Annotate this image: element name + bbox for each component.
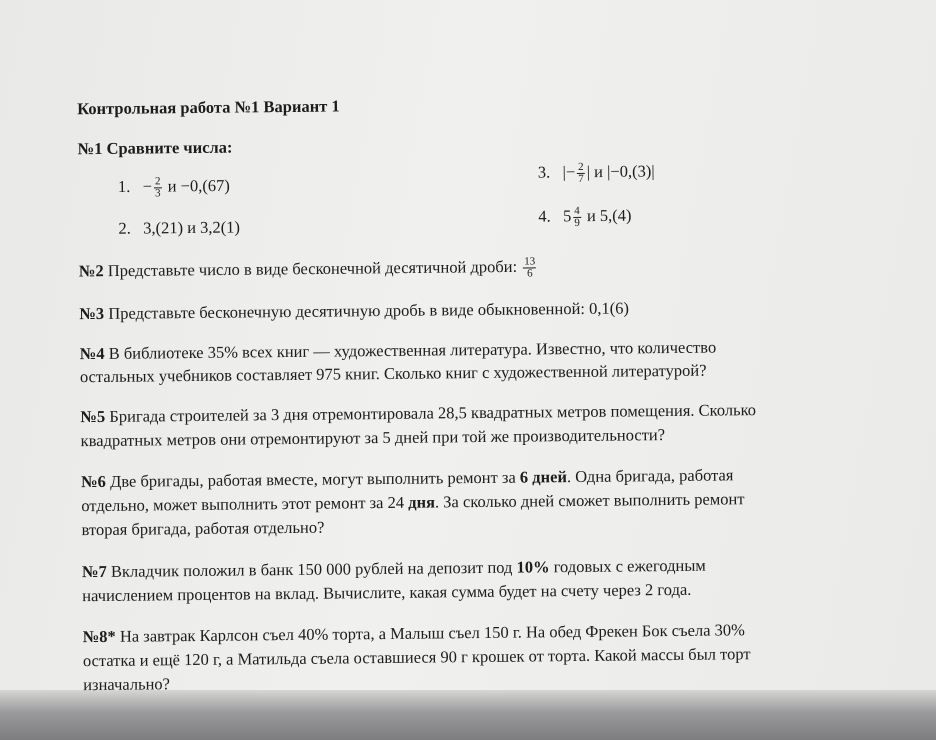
task6-label: №6 [80, 471, 106, 492]
task7-text-a: Вкладчик положил в банк 150 000 рублей на депозит под [110, 557, 513, 581]
abs-open: |− [562, 162, 576, 182]
item-text: | и |−0,(3)| [586, 161, 655, 182]
task1-item3 [538, 161, 655, 185]
task8-line1 [83, 620, 745, 647]
task2-label: №2 [78, 261, 104, 281]
worksheet-title: Контрольная работа №1 Вариант 1 [77, 96, 340, 119]
fraction [577, 162, 585, 185]
item-text: и 5,(4) [586, 205, 632, 226]
fraction-denominator: 3 [155, 187, 161, 200]
item-text: 3,(21) и 3,2(1) [143, 217, 241, 238]
task7-label: №7 [81, 561, 107, 582]
fraction-numerator: 2 [154, 175, 161, 188]
task3-label: №3 [79, 303, 105, 324]
task2 [79, 256, 539, 284]
task8-text: На завтрак Карлсон съел 40% торта, а Малыш съел 150 г. На обед Фрекен Бок съела 30% [119, 620, 745, 646]
fraction-numerator: 4 [574, 204, 580, 217]
whole-part: 5 [562, 206, 572, 226]
fraction [573, 206, 581, 229]
item-number: 1. [117, 176, 131, 197]
task5-label: №5 [80, 406, 106, 427]
task7-text-bold: 10% [516, 557, 550, 577]
task4-line2: остальных учебников составляет 975 книг. Сколько книг с художественной литературой? [79, 360, 707, 387]
task3 [79, 298, 629, 324]
task8-label: №8* [82, 626, 116, 647]
fraction-denominator: 6 [527, 267, 533, 280]
task6-line1 [81, 465, 734, 492]
task2-text: Представьте число в виде бесконечной десятичной дроби: [107, 256, 518, 281]
fraction-denominator: 7 [578, 172, 584, 185]
task8-line3: изначально? [83, 674, 171, 695]
task5-line1 [80, 400, 756, 427]
task1-item1 [118, 176, 230, 200]
task6-line2 [81, 489, 744, 516]
task5-text: Бригада строителей за 3 дня отремонтировала 28,5 квадратных метров помещения. Сколько [109, 400, 757, 426]
task7-line1 [82, 556, 706, 583]
task1-text: Сравните числа: [106, 137, 233, 158]
task7-text-c: годовых с ежегодным [553, 555, 706, 577]
task1-item2 [118, 218, 240, 239]
task6-text-bold: дня [408, 492, 436, 512]
task6-text-a: отдельно, может выполнить этот ремонт за 24 [81, 492, 405, 516]
task7-line2: начислением процентов на вклад. Вычислите, какая сумма будет на счету через 2 года. [82, 579, 692, 606]
fraction [154, 176, 162, 199]
task6-text-c: . За сколько дней сможет выполнить ремонт [434, 489, 745, 512]
fraction [523, 256, 536, 279]
item-number: 4. [538, 206, 551, 226]
task3-text: Представьте бесконечную десятичную дробь в виде обыкновенной: 0,1(6) [108, 298, 630, 323]
task6-line3: вторая бригада, работая отдельно? [81, 517, 325, 540]
task1-label: №1 [77, 138, 103, 159]
task6-text-bold: 6 дней [519, 467, 568, 487]
item-number: 2. [118, 218, 131, 238]
task8-line2: остатка и ещё 120 г, а Матильда съела оставшиеся 90 г крошек от торта. Какой массы был торт [82, 644, 751, 671]
task1-heading [77, 138, 232, 160]
fraction-numerator: 2 [578, 160, 584, 173]
task6-text-a: Две бригады, работая вместе, могут выполнить ремонт за [109, 467, 516, 491]
task4-line1 [80, 338, 717, 365]
task5-line2: квадратных метров они отремонтируют за 5 дней при той же производительности? [80, 425, 666, 451]
item-text: и −0,(67) [167, 175, 230, 196]
fraction-numerator: 13 [524, 255, 536, 268]
fraction-denominator: 9 [574, 216, 580, 229]
task6-text-c: . Одна бригада, работая [566, 465, 734, 487]
item-number: 3. [537, 162, 551, 182]
minus-sign: − [142, 176, 153, 196]
task4-label: №4 [79, 343, 105, 364]
task4-text: В библиотеке 35% всех книг — художественная литература. Известно, что количество [108, 337, 717, 363]
task1-item4 [538, 205, 631, 229]
